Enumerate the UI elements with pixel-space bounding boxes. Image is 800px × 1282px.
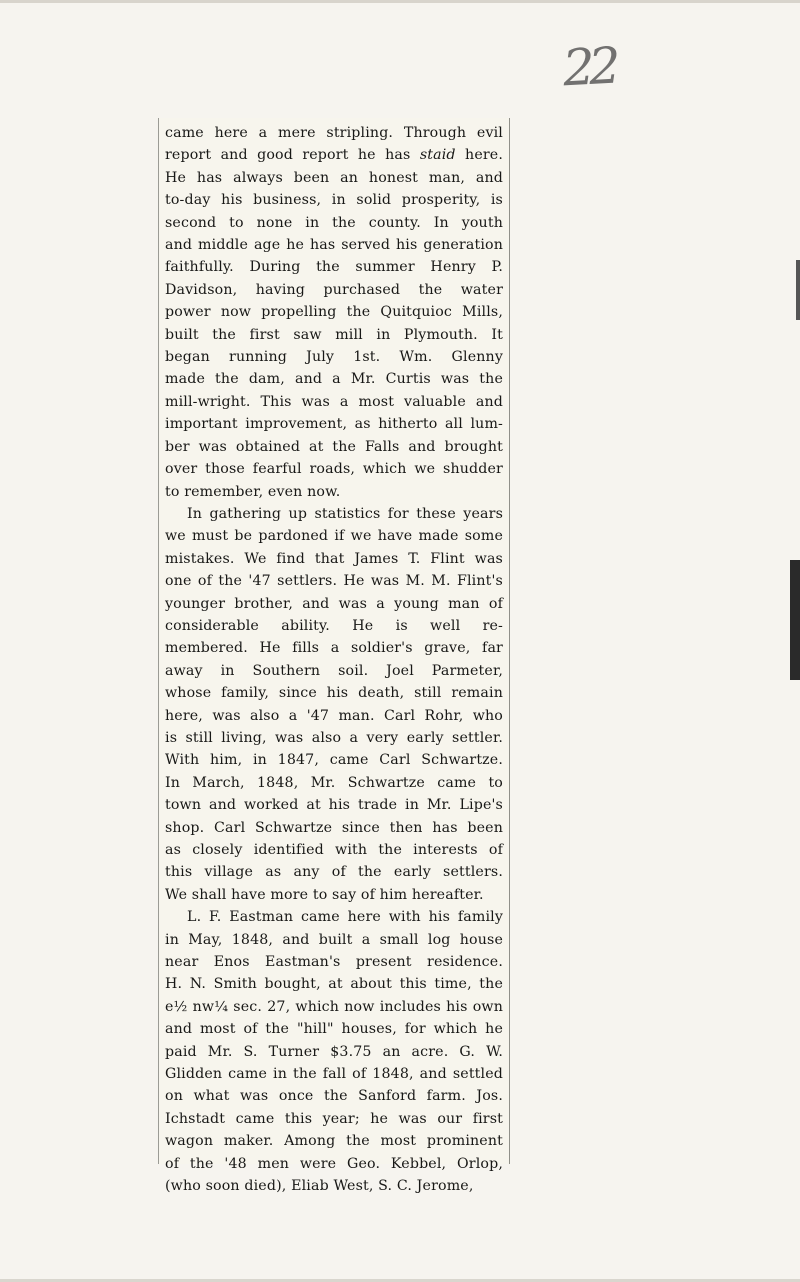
text-line: this village as any of the early settlers. bbox=[165, 864, 503, 881]
text-line: faithfully. During the summer Henry P. bbox=[165, 259, 503, 276]
text-line: to-day his business, in solid prosperity, is bbox=[165, 192, 503, 209]
text-line: began running July 1st. Wm. Glenny bbox=[165, 349, 503, 366]
text-line: and middle age he has served his generation bbox=[165, 237, 503, 254]
text-line: we must be pardoned if we have made some bbox=[165, 528, 503, 545]
text-line: is still living, was also a very early settler. bbox=[165, 729, 503, 746]
text-line: over those fearful roads, which we shudder bbox=[165, 461, 503, 478]
text-line: as closely identified with the interests of bbox=[165, 842, 503, 858]
text-line: e½ nw¼ sec. 27, which now includes his own bbox=[165, 998, 503, 1015]
text-line: built the first saw mill in Plymouth. It bbox=[165, 326, 503, 343]
text-line: He has always been an honest man, and bbox=[165, 169, 503, 186]
text-line: Ichstadt came this year; he was our first bbox=[165, 1110, 503, 1127]
text-line: paid Mr. S. Turner $3.75 an acre. G. W. bbox=[165, 1043, 503, 1060]
text-line: whose family, since his death, still remain bbox=[165, 685, 503, 702]
text-line: power now propelling the Quitquioc Mills, bbox=[165, 304, 503, 321]
text-line: We shall have more to say of him hereafter. bbox=[165, 886, 484, 903]
text-line: away in Southern soil. Joel Parmeter, bbox=[165, 662, 503, 679]
text-line: second to none in the county. In youth bbox=[165, 214, 503, 231]
text-line: In gathering up statistics for these years bbox=[187, 505, 503, 522]
text-line: L. F. Eastman came here with his family bbox=[187, 909, 503, 926]
text-line: younger brother, and was a young man of bbox=[165, 595, 503, 612]
newspaper-clipping bbox=[158, 118, 510, 1195]
text-line: (who soon died), Eliab West, S. C. Jerome, bbox=[165, 1178, 474, 1195]
text-line: town and worked at his trade in Mr. Lipe's bbox=[165, 797, 503, 814]
text-line: of the '48 men were Geo. Kebbel, Orlop, bbox=[165, 1155, 503, 1172]
scan-edge-shadow bbox=[790, 560, 800, 680]
text-line: In March, 1848, Mr. Schwartze came to bbox=[165, 774, 503, 791]
handwritten-page-number: 22 bbox=[561, 36, 617, 98]
text-line: wagon maker. Among the most prominent bbox=[165, 1133, 503, 1150]
text-line: one of the '47 settlers. He was M. M. Flint's bbox=[165, 573, 503, 590]
text-line: made the dam, and a Mr. Curtis was the bbox=[165, 371, 503, 388]
article-paragraph bbox=[165, 122, 503, 503]
text-line: important improvement, as hitherto all lum- bbox=[165, 416, 503, 433]
text-line: considerable ability. He is well re- bbox=[165, 617, 503, 634]
text-line: With him, in 1847, came Carl Schwartze. bbox=[165, 752, 503, 769]
text-line: in May, 1848, and built a small log house bbox=[165, 931, 503, 948]
text-line: mistakes. We find that James T. Flint was bbox=[165, 550, 503, 567]
text-line: and most of the "hill" houses, for which he bbox=[165, 1021, 503, 1038]
text-line: membered. He fills a soldier's grave, far bbox=[165, 640, 503, 657]
page-top-edge bbox=[0, 0, 800, 3]
text-line: shop. Carl Schwartze since then has been bbox=[165, 819, 503, 836]
text-line: ber was obtained at the Falls and brought bbox=[165, 438, 503, 455]
text-line: mill-wright. This was a most valuable and bbox=[165, 393, 503, 410]
text-line: on what was once the Sanford farm. Jos. bbox=[165, 1088, 503, 1105]
article-paragraph bbox=[165, 503, 503, 906]
text-line: Glidden came in the fall of 1848, and settled bbox=[165, 1066, 503, 1083]
article-paragraph bbox=[165, 906, 503, 1197]
text-line: report and good report he has staid here. bbox=[165, 147, 503, 164]
text-line: here, was also a '47 man. Carl Rohr, who bbox=[165, 707, 503, 724]
text-line: H. N. Smith bought, at about this time, the bbox=[165, 976, 503, 993]
scan-edge-mark bbox=[796, 260, 800, 320]
text-line: Davidson, having purchased the water bbox=[165, 281, 503, 298]
text-line: near Enos Eastman's present residence. bbox=[165, 954, 503, 971]
text-line: to remember, even now. bbox=[165, 483, 341, 500]
text-line: came here a mere stripling. Through evil bbox=[165, 125, 503, 141]
article-body bbox=[165, 122, 503, 1198]
